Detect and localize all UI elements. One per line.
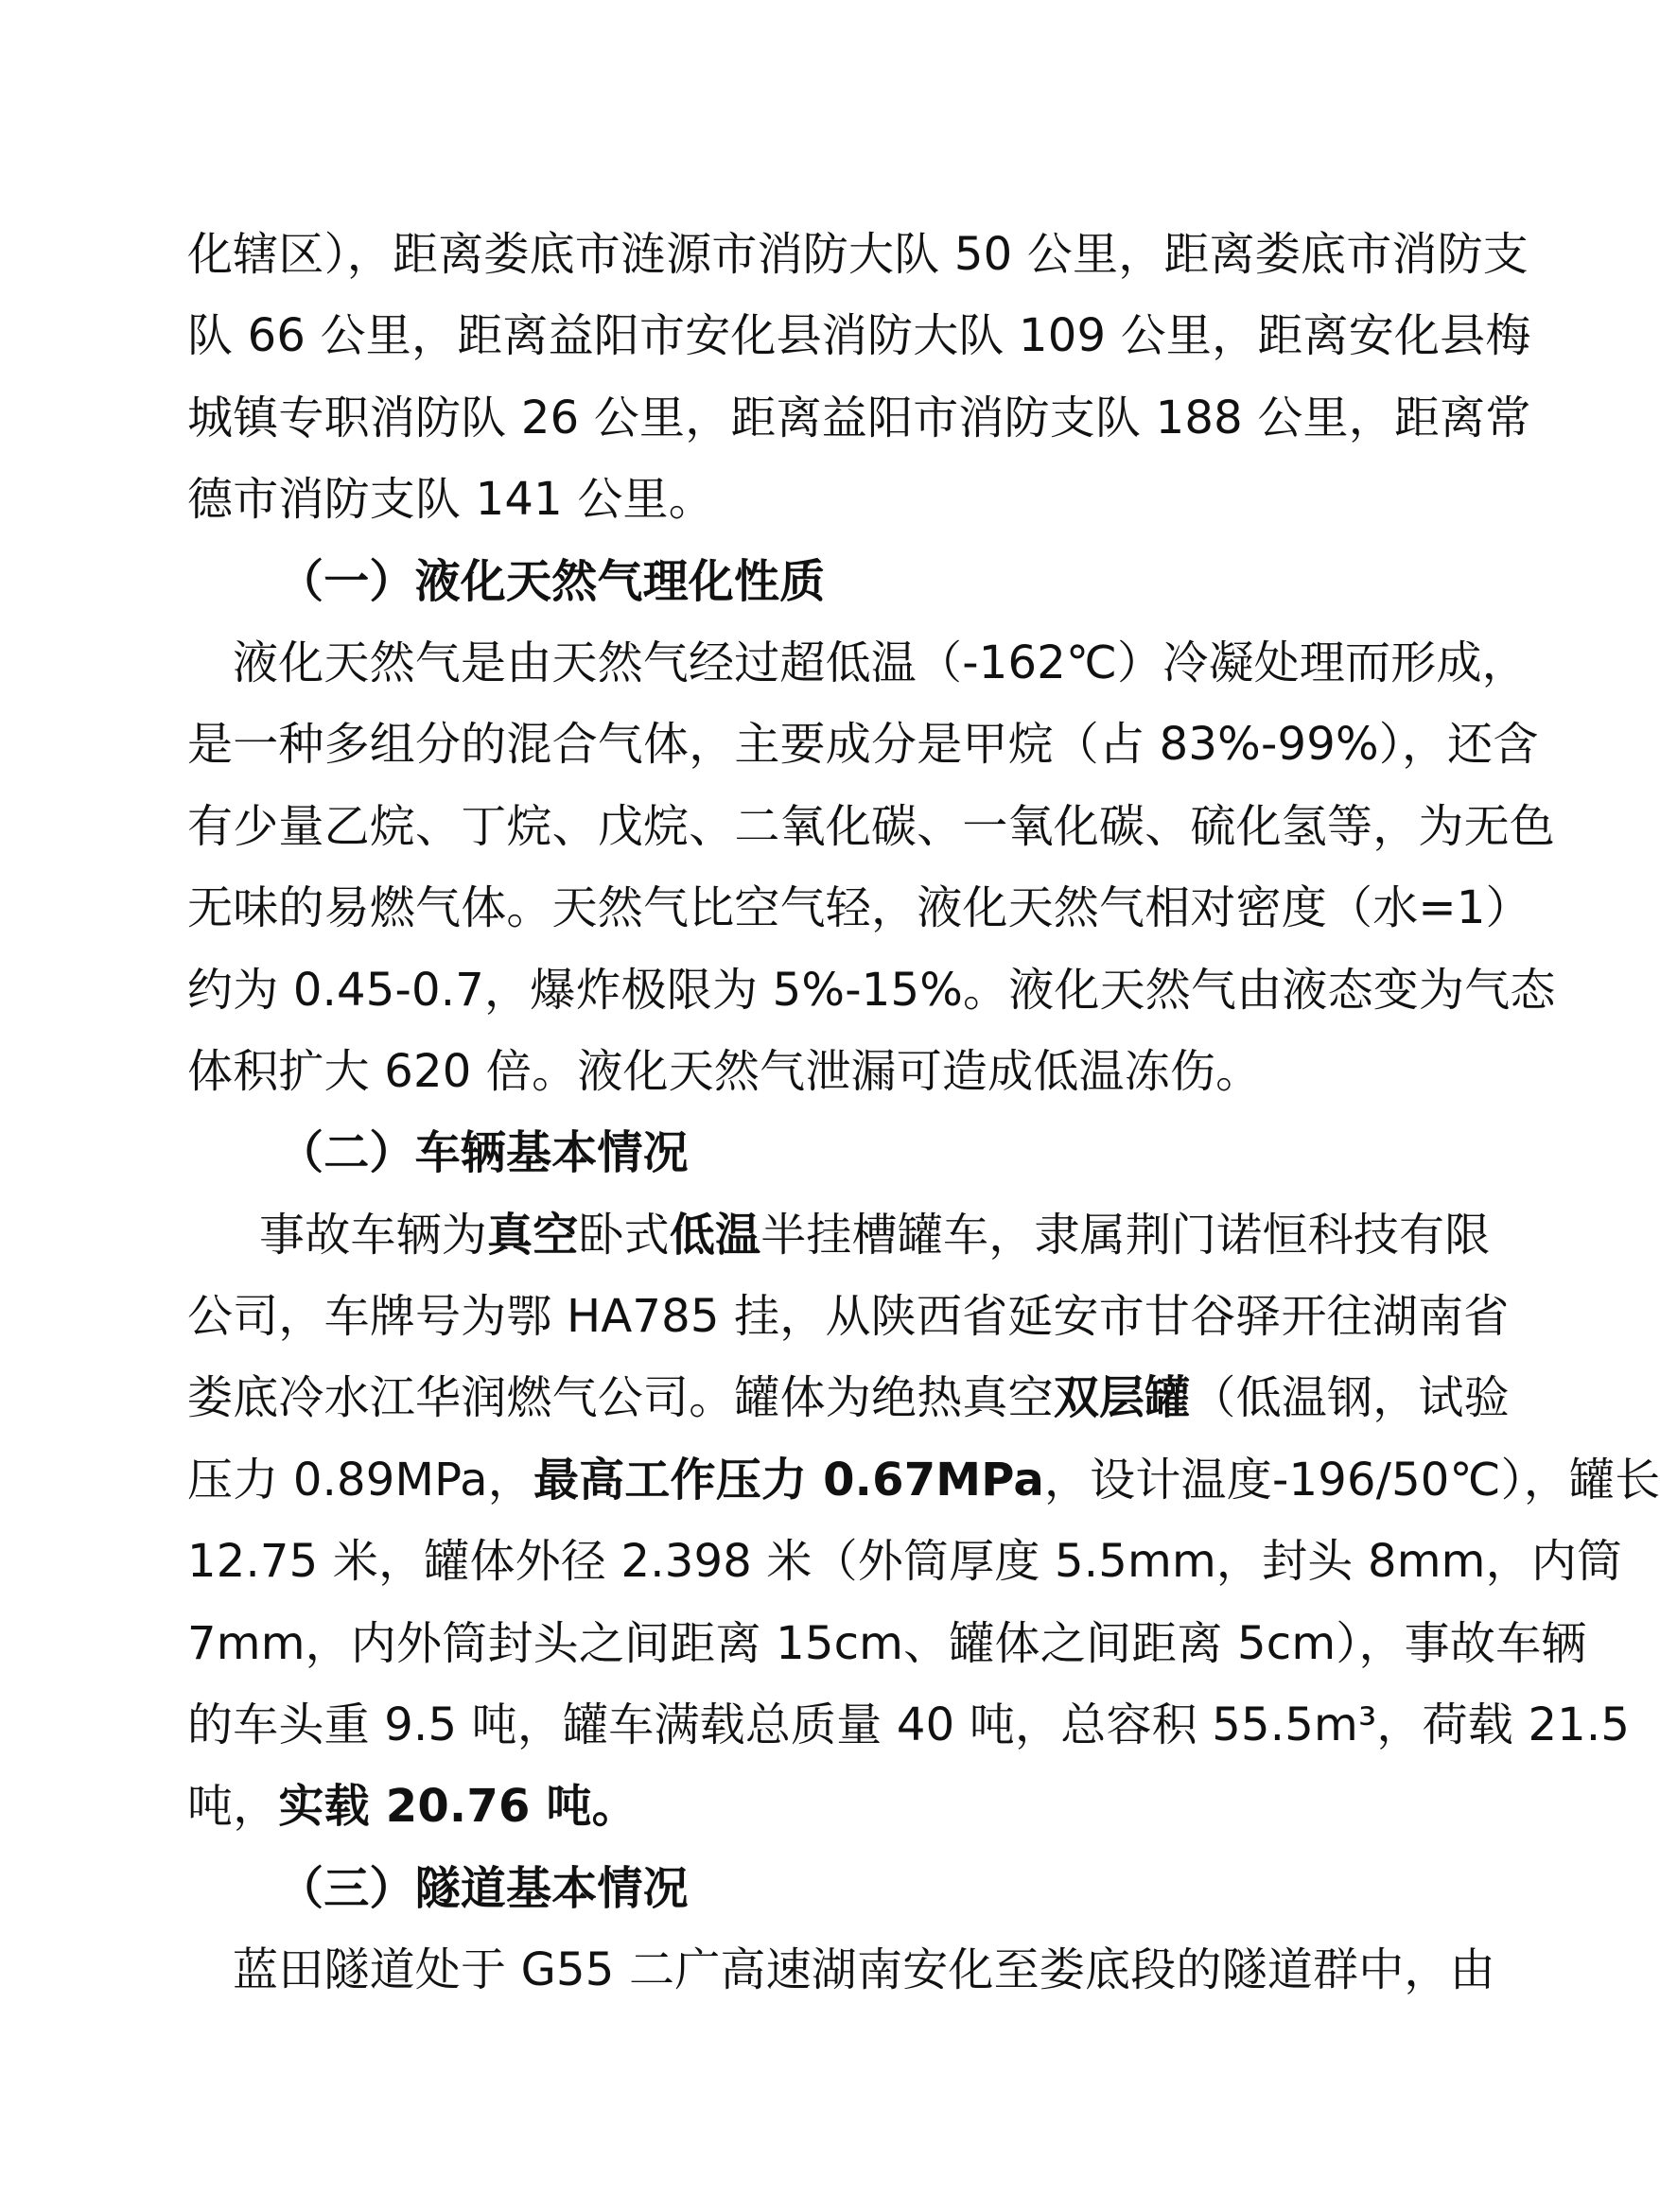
text-line: 队 66 公里，距离益阳市安化县消防大队 109 公里，距离安化县梅 [187, 309, 1531, 363]
text-run: 娄底冷水江华润燃气公司。罐体为绝热真空 [187, 1371, 1054, 1425]
text-run: （低温钢，试验 [1190, 1371, 1510, 1425]
bold-text-run: 低温 [669, 1208, 761, 1262]
bold-text-run: 最高工作压力 0.67MPa [533, 1453, 1044, 1507]
text-line: 蓝田隧道处于 G55 二广高速湖南安化至娄底段的隧道群中，由 [233, 1943, 1495, 1997]
text-line: 公司，车牌号为鄂 HA785 挂，从陕西省延安市甘谷驿开往湖南省 [187, 1290, 1510, 1344]
text-line: 的车头重 9.5 吨，罐车满载总质量 40 吨，总容积 55.5m³，荷载 21.5 [187, 1698, 1631, 1752]
paragraph-continuation [187, 214, 1531, 541]
section-2-paragraph [187, 1194, 1660, 1848]
text-line [187, 1766, 1390, 1847]
text-run: 压力 0.89MPa， [187, 1453, 533, 1507]
text-run: 卧式 [578, 1208, 670, 1262]
bold-text-run: 真空 [487, 1208, 579, 1262]
text-line: 是一种多组分的混合气体，主要成分是甲烷（占 83%-99%），还含 [187, 718, 1539, 772]
section-heading-3: （三）隧道基本情况 [278, 1861, 689, 1915]
text-line: 12.75 米，罐体外径 2.398 米（外筒厚度 5.5mm，封头 8mm，内筒 [187, 1535, 1623, 1589]
text-line [187, 1357, 1510, 1438]
text-run: ，设计温度-196/50℃），罐长 [1043, 1453, 1660, 1507]
text-line: 体积扩大 620 倍。液化天然气泄漏可造成低温冻伤。 [187, 1044, 1262, 1098]
text-line: 7mm，内外筒封头之间距离 15cm、罐体之间距离 5cm），事故车辆 [187, 1616, 1587, 1670]
section-1-paragraph [187, 622, 1556, 1112]
text-line [187, 1194, 1491, 1276]
text-line: 有少量乙烷、丁烷、戊烷、二氧化碳、一氧化碳、硫化氢等，为无色 [187, 799, 1556, 853]
text-line: 约为 0.45-0.7，爆炸极限为 5%-15%。液化天然气由液态变为气态 [187, 963, 1556, 1017]
bold-text-run: 实载 20.76 吨。 [278, 1780, 638, 1834]
text-line: 城镇专职消防队 26 公里，距离益阳市消防支队 188 公里，距离常 [187, 391, 1531, 444]
document-page [187, 214, 1660, 2012]
text-line: 液化天然气是由天然气经过超低温（-162℃）冷凝处理而形成， [233, 636, 1528, 689]
bold-text-run: 双层罐 [1053, 1371, 1191, 1425]
text-line [187, 1439, 1660, 1521]
section-3-paragraph [187, 1929, 1495, 2011]
section-heading-2: （二）车辆基本情况 [278, 1126, 689, 1180]
text-line: 德市消防支队 141 公里。 [187, 473, 714, 527]
section-heading-1: （一）液化天然气理化性质 [278, 554, 826, 608]
text-run: 半挂槽罐车，隶属荆门诺恒科技有限 [760, 1208, 1491, 1262]
text-line: 无味的易燃气体。天然气比空气轻，液化天然气相对密度（水=1） [187, 881, 1531, 935]
text-line: 化辖区），距离娄底市涟源市消防大队 50 公里，距离娄底市消防支 [187, 228, 1529, 281]
text-run: 事故车辆为 [259, 1208, 488, 1262]
text-run: 吨， [187, 1780, 279, 1834]
